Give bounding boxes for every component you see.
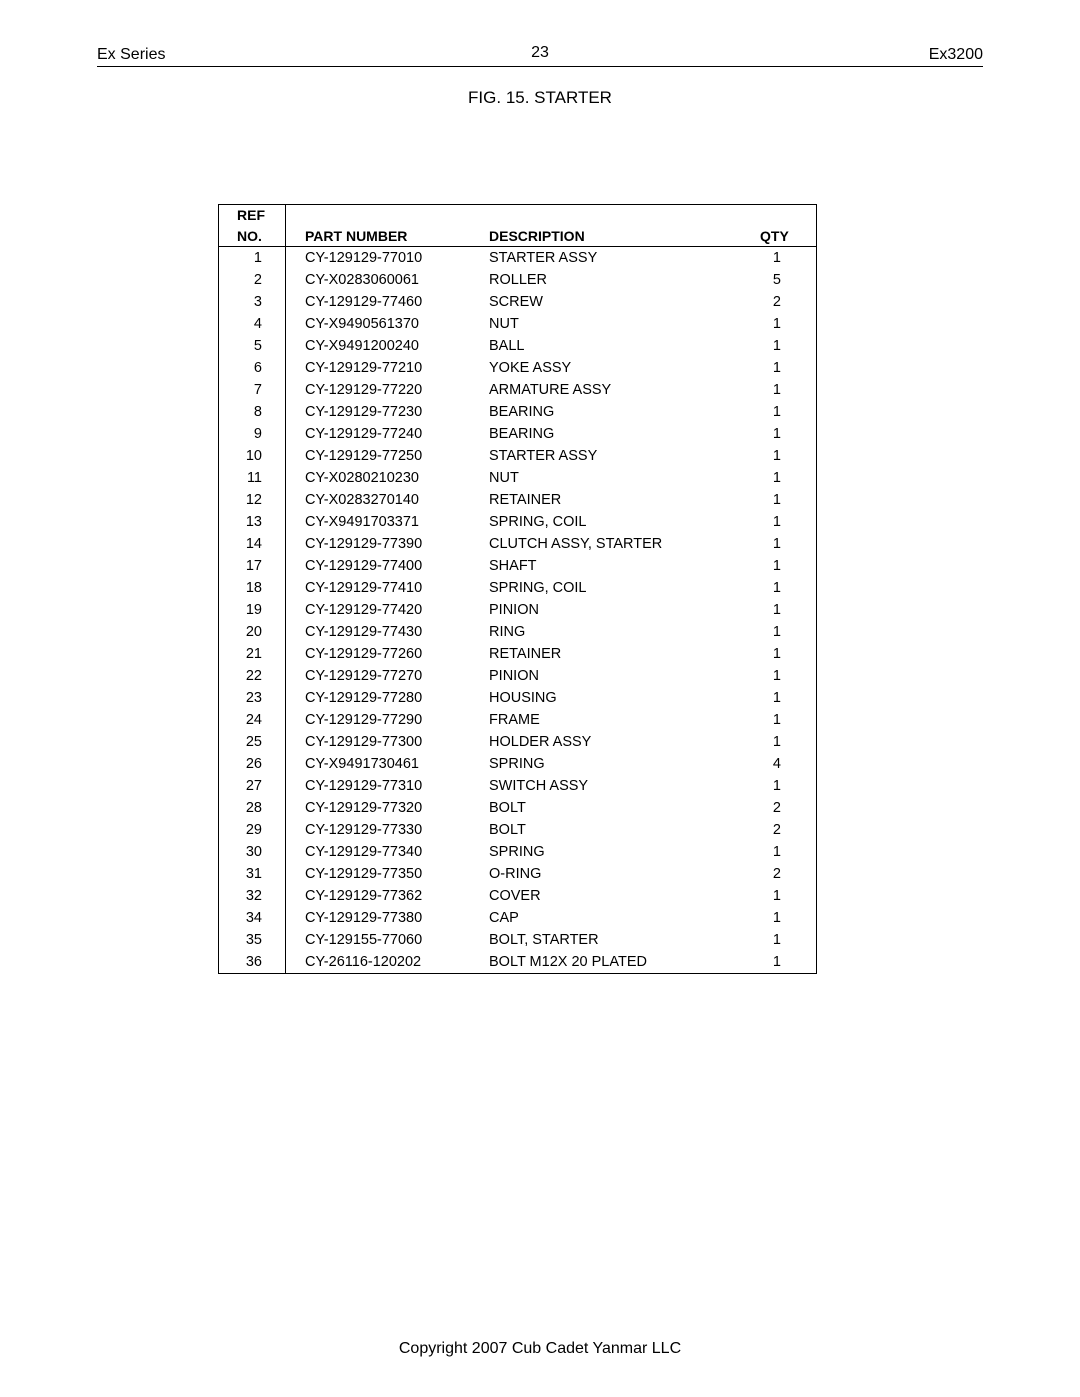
part-number-cell: CY-26116-120202	[305, 954, 422, 970]
part-number-cell: CY-X0283270140	[305, 492, 419, 508]
description-cell: SPRING, COIL	[489, 580, 587, 596]
description-cell: STARTER ASSY	[489, 250, 598, 266]
table-row	[219, 863, 816, 885]
table-row	[219, 445, 816, 467]
qty-cell: 1	[772, 778, 781, 794]
qty-cell: 1	[772, 932, 781, 948]
ref-no-cell: 5	[253, 338, 262, 354]
ref-no-cell: 1	[253, 250, 262, 266]
table-row	[219, 643, 816, 665]
table-row	[219, 797, 816, 819]
ref-no-cell: 3	[253, 294, 262, 310]
table-row	[219, 929, 816, 951]
part-number-cell: CY-129129-77270	[305, 668, 423, 684]
ref-no-cell: 9	[253, 426, 262, 442]
part-number-cell: CY-129129-77260	[305, 646, 423, 662]
description-cell: SWITCH ASSY	[489, 778, 589, 794]
part-number-cell: CY-X9491703371	[305, 514, 419, 530]
description-cell: RETAINER	[489, 646, 562, 662]
part-number-cell: CY-129129-77210	[305, 360, 423, 376]
qty-cell: 1	[772, 448, 781, 464]
qty-cell: 1	[772, 690, 781, 706]
qty-cell: 2	[772, 800, 781, 816]
part-number-cell: CY-X0283060061	[305, 272, 419, 288]
ref-no-cell: 7	[253, 382, 262, 398]
parts-table	[218, 204, 817, 974]
table-row	[219, 467, 816, 489]
ref-no-cell: 29	[245, 822, 262, 838]
description-cell: BEARING	[489, 426, 555, 442]
ref-no-cell: 18	[245, 580, 262, 596]
table-row	[219, 709, 816, 731]
table-row	[219, 841, 816, 863]
description-cell: SCREW	[489, 294, 543, 310]
table-row	[219, 731, 816, 753]
description-cell: YOKE ASSY	[489, 360, 572, 376]
table-row	[219, 621, 816, 643]
qty-cell: 1	[772, 470, 781, 486]
description-cell: CAP	[489, 910, 519, 926]
table-row	[219, 885, 816, 907]
description-cell: PINION	[489, 668, 539, 684]
part-number-cell: CY-129129-77340	[305, 844, 423, 860]
qty-cell: 1	[772, 888, 781, 904]
part-number-cell: CY-129129-77420	[305, 602, 423, 618]
ref-no-cell: 22	[245, 668, 262, 684]
qty-cell: 1	[772, 250, 781, 266]
part-number-cell: CY-129129-77230	[305, 404, 423, 420]
ref-no-cell: 13	[245, 514, 262, 530]
description-cell: BOLT	[489, 800, 526, 816]
table-row	[219, 753, 816, 775]
part-number-cell: CY-129129-77390	[305, 536, 423, 552]
description-cell: CLUTCH ASSY, STARTER	[489, 536, 663, 552]
page-number: 23	[531, 44, 549, 61]
table-row	[219, 401, 816, 423]
qty-cell: 1	[772, 382, 781, 398]
table-row	[219, 247, 816, 269]
description-cell: STARTER ASSY	[489, 448, 598, 464]
part-number-cell: CY-129129-77362	[305, 888, 423, 904]
ref-no-cell: 30	[245, 844, 262, 860]
table-row	[219, 775, 816, 797]
description-cell: PINION	[489, 602, 539, 618]
qty-cell: 1	[772, 646, 781, 662]
copyright-footer: Copyright 2007 Cub Cadet Yanmar LLC	[398, 1340, 682, 1357]
qty-cell: 4	[772, 756, 781, 772]
ref-no-cell: 24	[245, 712, 262, 728]
description-cell: HOLDER ASSY	[489, 734, 592, 750]
ref-no-cell: 26	[245, 756, 262, 772]
ref-no-cell: 34	[245, 910, 262, 926]
qty-cell: 1	[772, 492, 781, 508]
ref-header-cell	[219, 205, 286, 246]
table-row	[219, 951, 816, 973]
ref-no-cell: 6	[253, 360, 262, 376]
qty-cell: 1	[772, 734, 781, 750]
part-number-cell: CY-129129-77010	[305, 250, 423, 266]
table-row	[219, 599, 816, 621]
description-cell: COVER	[489, 888, 541, 904]
qty-cell: 1	[772, 712, 781, 728]
qty-cell: 1	[772, 954, 781, 970]
ref-header-line1: REF	[237, 207, 265, 223]
description-cell: FRAME	[489, 712, 540, 728]
table-row	[219, 511, 816, 533]
description-cell: O-RING	[489, 866, 542, 882]
description-cell: SHAFT	[489, 558, 537, 574]
qty-cell: 1	[772, 536, 781, 552]
qty-cell: 1	[772, 668, 781, 684]
description-cell: SPRING, COIL	[489, 514, 587, 530]
qty-cell: 1	[772, 316, 781, 332]
qty-cell: 1	[772, 844, 781, 860]
description-cell: BALL	[489, 338, 525, 354]
table-row	[219, 687, 816, 709]
qty-cell: 1	[772, 338, 781, 354]
table-row	[219, 313, 816, 335]
model-name: Ex3200	[928, 46, 983, 63]
qty-cell: 5	[772, 272, 781, 288]
ref-no-cell: 20	[245, 624, 262, 640]
part-number-cell: CY-X9490561370	[305, 316, 419, 332]
part-number-cell: CY-129129-77220	[305, 382, 423, 398]
part-number-cell: CY-129129-77250	[305, 448, 423, 464]
qty-cell: 1	[772, 624, 781, 640]
ref-no-cell: 35	[245, 932, 262, 948]
description-cell: RETAINER	[489, 492, 562, 508]
ref-no-cell: 8	[253, 404, 262, 420]
qty-cell: 1	[772, 404, 781, 420]
part-number-cell: CY-129129-77320	[305, 800, 423, 816]
table-row	[219, 357, 816, 379]
table-row	[219, 291, 816, 313]
description-cell: SPRING	[489, 756, 545, 772]
ref-no-cell: 2	[253, 272, 262, 288]
description-cell: BOLT M12X 20 PLATED	[489, 954, 647, 970]
table-row	[219, 335, 816, 357]
ref-no-cell: 28	[245, 800, 262, 816]
part-number-cell: CY-129155-77060	[305, 932, 423, 948]
qty-cell: 2	[772, 866, 781, 882]
part-number-cell: CY-X9491730461	[305, 756, 419, 772]
table-row	[219, 819, 816, 841]
series-name: Ex Series	[97, 46, 166, 63]
description-cell: BOLT	[489, 822, 526, 838]
part-number-header: PART NUMBER	[305, 228, 408, 244]
ref-no-cell: 11	[246, 470, 262, 486]
ref-no-cell: 32	[245, 888, 262, 904]
description-cell: SPRING	[489, 844, 545, 860]
qty-cell: 1	[772, 558, 781, 574]
qty-cell: 1	[772, 602, 781, 618]
description-cell: BOLT, STARTER	[489, 932, 599, 948]
description-cell: NUT	[489, 316, 519, 332]
table-row	[219, 533, 816, 555]
part-number-cell: CY-129129-77310	[305, 778, 423, 794]
table-header	[219, 205, 816, 247]
part-number-cell: CY-X0280210230	[305, 470, 419, 486]
qty-cell: 2	[772, 294, 781, 310]
part-number-cell: CY-129129-77400	[305, 558, 423, 574]
description-cell: ARMATURE ASSY	[489, 382, 612, 398]
part-number-cell: CY-129129-77290	[305, 712, 423, 728]
table-row	[219, 423, 816, 445]
ref-no-cell: 31	[245, 866, 262, 882]
description-cell: NUT	[489, 470, 519, 486]
ref-no-cell: 36	[245, 954, 262, 970]
page-header	[97, 44, 983, 67]
part-number-cell: CY-129129-77410	[305, 580, 423, 596]
qty-cell: 2	[772, 822, 781, 838]
part-number-cell: CY-129129-77280	[305, 690, 423, 706]
qty-cell: 1	[772, 360, 781, 376]
ref-header-line2: NO.	[237, 228, 262, 244]
qty-cell: 1	[772, 426, 781, 442]
table-body	[219, 247, 816, 973]
table-row	[219, 269, 816, 291]
ref-no-cell: 27	[245, 778, 262, 794]
table-row	[219, 379, 816, 401]
part-number-cell: CY-129129-77330	[305, 822, 423, 838]
table-row	[219, 555, 816, 577]
part-number-cell: CY-129129-77350	[305, 866, 423, 882]
description-cell: RING	[489, 624, 526, 640]
ref-no-cell: 21	[245, 646, 262, 662]
description-header: DESCRIPTION	[489, 228, 585, 244]
ref-no-cell: 17	[245, 558, 262, 574]
table-row	[219, 489, 816, 511]
ref-no-cell: 10	[245, 448, 262, 464]
part-number-cell: CY-129129-77240	[305, 426, 423, 442]
table-row	[219, 665, 816, 687]
part-number-cell: CY-129129-77430	[305, 624, 423, 640]
table-row	[219, 577, 816, 599]
qty-cell: 1	[772, 514, 781, 530]
description-cell: BEARING	[489, 404, 555, 420]
part-number-cell: CY-129129-77300	[305, 734, 423, 750]
qty-cell: 1	[772, 910, 781, 926]
part-number-cell: CY-X9491200240	[305, 338, 419, 354]
ref-no-cell: 25	[245, 734, 262, 750]
ref-no-cell: 4	[253, 316, 262, 332]
ref-no-cell: 12	[245, 492, 262, 508]
ref-no-cell: 23	[245, 690, 262, 706]
description-cell: ROLLER	[489, 272, 548, 288]
qty-cell: 1	[772, 580, 781, 596]
ref-no-cell: 19	[245, 602, 262, 618]
ref-no-cell: 14	[245, 536, 262, 552]
description-cell: HOUSING	[489, 690, 557, 706]
figure-title: FIG. 15. STARTER	[468, 88, 612, 107]
qty-header: QTY	[760, 228, 789, 244]
part-number-cell: CY-129129-77380	[305, 910, 423, 926]
part-number-cell: CY-129129-77460	[305, 294, 423, 310]
table-row	[219, 907, 816, 929]
